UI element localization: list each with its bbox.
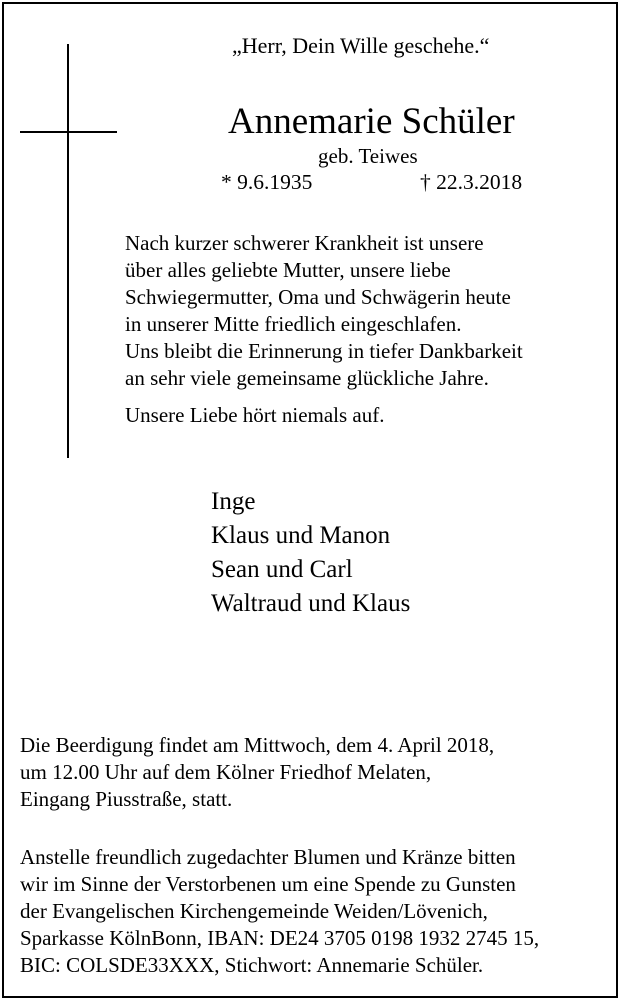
family-member: Waltraud und Klaus	[211, 590, 411, 617]
deceased-name: Annemarie Schüler	[228, 101, 515, 142]
funeral-line: Eingang Piusstraße, statt.	[20, 787, 233, 811]
motto: „Herr, Dein Wille geschehe.“	[232, 33, 490, 58]
message-line: Uns bleibt die Erinnerung in tiefer Dankbarkeit	[125, 339, 523, 363]
donation-line: wir im Sinne der Verstorbenen um eine Spende zu Gunsten	[20, 872, 516, 896]
cross-bar	[20, 131, 117, 133]
message-line: über alles geliebte Mutter, unsere liebe	[125, 258, 451, 282]
funeral-line: um 12.00 Uhr auf dem Kölner Friedhof Melaten,	[20, 760, 432, 784]
family-member: Sean und Carl	[211, 556, 353, 583]
birth-date: * 9.6.1935	[221, 170, 313, 194]
family-member: Klaus und Manon	[211, 522, 391, 549]
message-line: an sehr viele gemeinsame glückliche Jahre.	[125, 366, 489, 390]
family-member: Inge	[211, 488, 256, 515]
donation-line: Anstelle freundlich zugedachter Blumen und Kränze bitten	[20, 845, 516, 869]
closing-line: Unsere Liebe hört niemals auf.	[125, 403, 385, 427]
message-line: in unserer Mitte friedlich eingeschlafen.	[125, 312, 462, 336]
donation-line: der Evangelischen Kirchengemeinde Weiden/Lövenich,	[20, 899, 488, 923]
donation-line: BIC: COLSDE33XXX, Stichwort: Annemarie Schüler.	[20, 953, 484, 977]
death-date: † 22.3.2018	[420, 170, 523, 194]
message-line: Schwiegermutter, Oma und Schwägerin heute	[125, 285, 511, 309]
funeral-line: Die Beerdigung findet am Mittwoch, dem 4. April 2018,	[20, 733, 495, 757]
cross-icon	[67, 44, 69, 458]
donation-line: Sparkasse KölnBonn, IBAN: DE24 3705 0198 1932 2745 15,	[20, 926, 540, 950]
born-name: geb. Teiwes	[318, 144, 418, 168]
message-line: Nach kurzer schwerer Krankheit ist unsere	[125, 231, 484, 255]
